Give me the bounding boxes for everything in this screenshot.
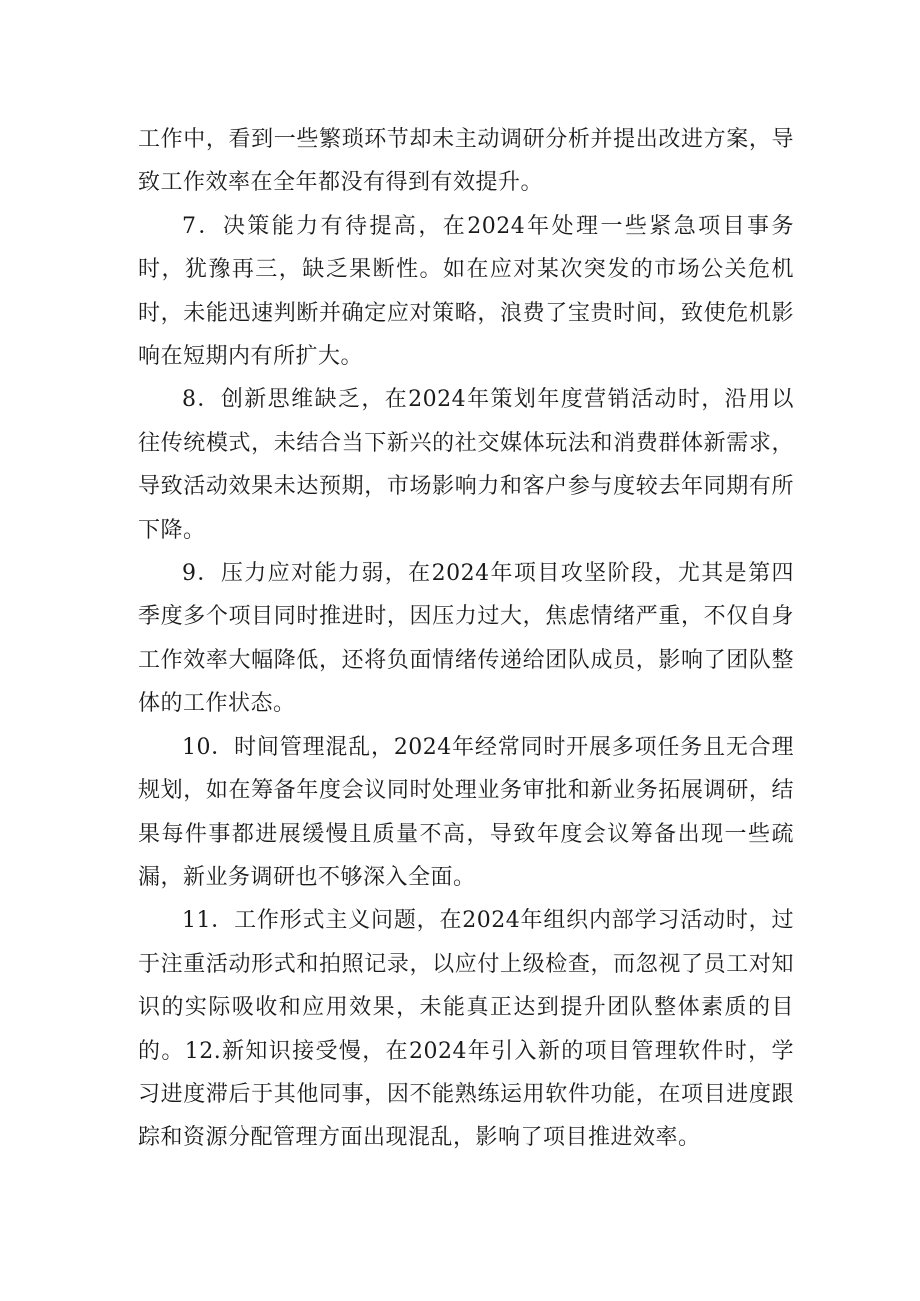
paragraph-continuation: 工作中，看到一些繁琐环节却未主动调研分析并提出改进方案，导致工作效率在全年都没有得到有效提升。	[138, 127, 794, 196]
document-body	[138, 118, 794, 1160]
paragraph-item-9: 9．压力应对能力弱，在2024年项目攻坚阶段，尤其是第四季度多个项目同时推进时，因压力过大，焦虑情绪严重，不仅自身工作效率大幅降低，还将负面情绪传递给团队成员，影响了团队整体的工作状态。	[138, 561, 794, 717]
paragraph-item-10: 10．时间管理混乱，2024年经常同时开展多项任务且无合理规划，如在筹备年度会议同时处理业务审批和新业务拓展调研，结果每件事都进展缓慢且质量不高，导致年度会议筹备出现一些疏漏，新业务调研也不够深入全面。	[138, 734, 794, 890]
paragraph-item-8: 8．创新思维缺乏，在2024年策划年度营销活动时，沿用以往传统模式，未结合当下新兴的社交媒体玩法和消费群体新需求，导致活动效果未达预期，市场影响力和客户参与度较去年同期有所下降。	[138, 387, 794, 543]
paragraph-item-11: 11．工作形式主义问题，在2024年组织内部学习活动时，过于注重活动形式和拍照记录，以应付上级检查，而忽视了员工对知识的实际吸收和应用效果，未能真正达到提升团队整体素质的目的。12.新知识接受慢，在2024年引入新的项目管理软件时，学习进度滞后于其他同事，因不能熟练运用软件功能，在项目进度跟踪和资源分配管理方面出现混乱，影响了项目推进效率。	[138, 908, 794, 1151]
paragraph-item-7: 7．决策能力有待提高，在2024年处理一些紧急项目事务时，犹豫再三，缺乏果断性。如在应对某次突发的市场公关危机时，未能迅速判断并确定应对策略，浪费了宝贵时间，致使危机影响在短期内有所扩大。	[138, 213, 794, 370]
